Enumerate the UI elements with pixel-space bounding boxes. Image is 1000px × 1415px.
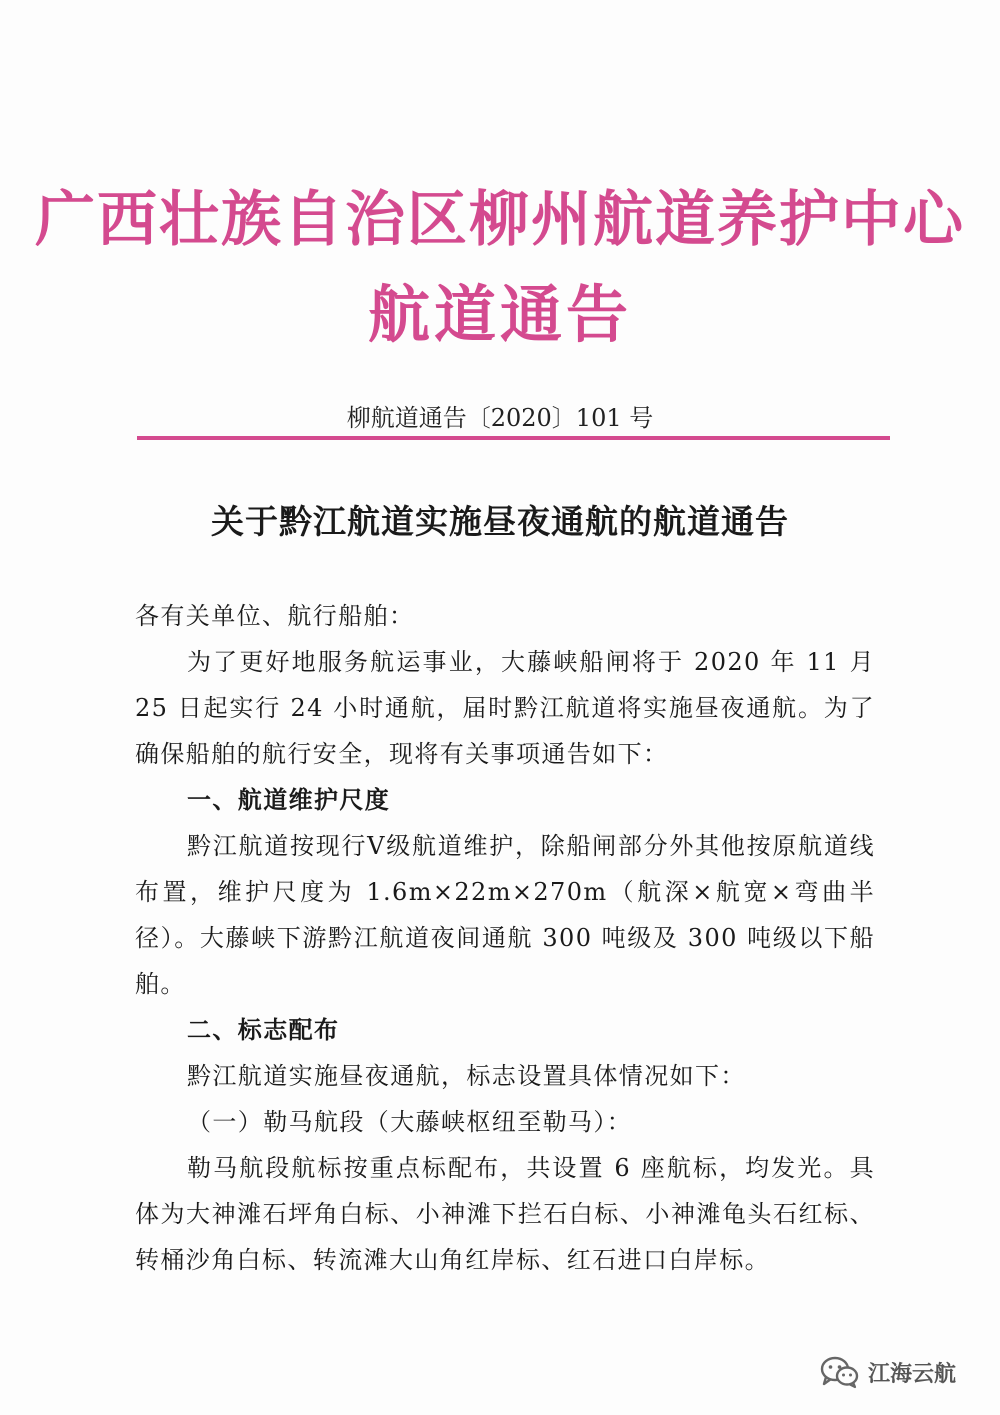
watermark bbox=[820, 1352, 956, 1392]
wechat-icon bbox=[820, 1355, 860, 1389]
watermark-text: 江海云航 bbox=[868, 1361, 957, 1387]
notice-type-title: 航道通告 bbox=[367, 278, 632, 351]
intro-paragraph: 为了更好地服务航运事业，大藤峡船闸将于 2020 年 11 月 25 日起实行 24 小时通航，届时黔江航道将实施昼夜通航。为了确保船舶的航行安全，现将有关事项通告如下： bbox=[135, 648, 875, 768]
section-paragraph-1: 黔江航道按现行Ⅴ级航道维护，除船闸部分外其他按原航道线布置，维护尺度为 1.6m×22m×270m（航深×航宽×弯曲半径）。大藤峡下游黔江航道夜间通航 300 吨级及 300 吨级以下船舶。 bbox=[135, 832, 875, 998]
section-heading-2: 二、标志配布 bbox=[187, 1016, 340, 1044]
subsection-paragraph-1: 勒马航段航标按重点标配布，共设置 6 座航标，均发光。具体为大神滩石坪角白标、小神滩下拦石白标、小神滩龟头石红标、转桶沙角白标、转流滩大山角红岸标、红石进口白岸标。 bbox=[135, 1154, 875, 1274]
notice-body bbox=[135, 593, 875, 1283]
section-heading-1: 一、航道维护尺度 bbox=[187, 786, 391, 814]
subsection-heading-1: （一）勒马航段（大藤峡枢纽至勒马）： bbox=[187, 1108, 633, 1136]
section-paragraph-2: 黔江航道实施昼夜通航，标志设置具体情况如下： bbox=[187, 1062, 746, 1090]
header-divider bbox=[137, 436, 890, 440]
notice-subject: 关于黔江航道实施昼夜通航的航道通告 bbox=[211, 502, 789, 541]
document-number: 柳航道通告〔2020〕101 号 bbox=[346, 404, 654, 432]
org-name: 广西壮族自治区柳州航道养护中心 bbox=[35, 185, 965, 255]
salutation: 各有关单位、航行船舶： bbox=[135, 602, 415, 630]
